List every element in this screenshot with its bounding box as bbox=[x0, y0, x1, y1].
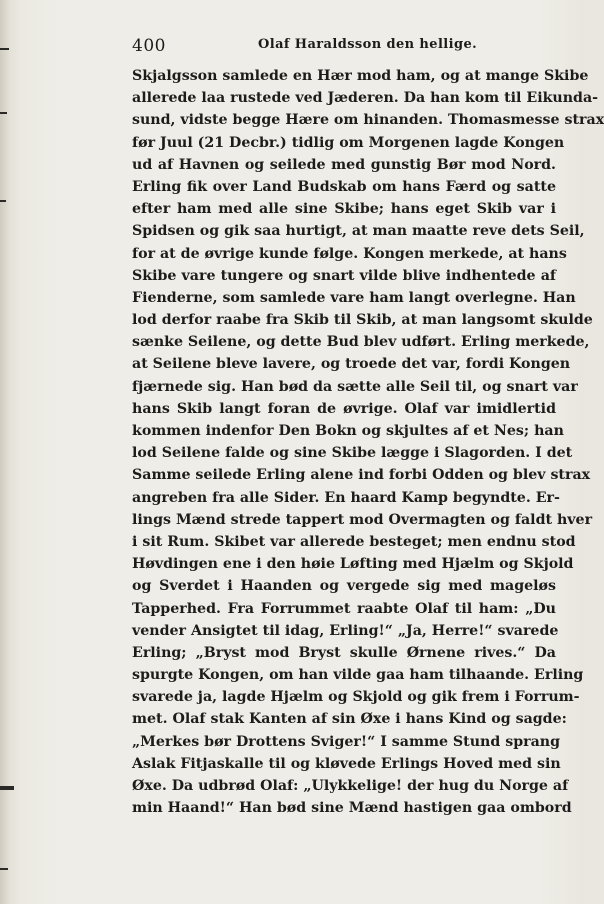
text-line: og Sverdet i Haanden og vergede sig med mageløs bbox=[132, 578, 556, 595]
edge-mark bbox=[0, 786, 14, 790]
text-line: lod Seilene falde og sine Skibe lægge i Slagorden. I det bbox=[132, 445, 573, 462]
text-line: spurgte Kongen, om han vilde gaa ham tilhaande. Erling bbox=[132, 667, 584, 684]
text-line: Fienderne, som samlede vare ham langt overlegne. Han bbox=[132, 289, 576, 306]
text-line: „Merkes bør Drottens Sviger!“ I samme Stund sprang bbox=[132, 733, 561, 750]
text-line: Skibe vare tungere og snart vilde blive indhentede af bbox=[132, 267, 556, 284]
text-line: hans Skib langt foran de øvrige. Olaf var imidlertid bbox=[132, 400, 556, 417]
text-line: Aslak Fitjaskalle til og kløvede Erlings Hoved med sin bbox=[132, 755, 561, 772]
text-line: kommen indenfor Den Bokn og skjultes af et Nes; han bbox=[132, 423, 564, 439]
text-line: Høvdingen ene i den høie Løfting med Hjælm og Skjold bbox=[132, 556, 574, 573]
edge-mark bbox=[0, 112, 7, 114]
edge-mark bbox=[0, 48, 9, 50]
text-line: lod derfor raabe fra Skib til Skib, at man langsomt skulde bbox=[132, 312, 593, 329]
text-line: at Seilene bleve lavere, og troede det var, fordi Kongen bbox=[132, 356, 571, 373]
text-line: før Juul (21 Decbr.) tidlig om Morgenen lagde Kongen bbox=[132, 134, 565, 151]
edge-mark bbox=[0, 200, 6, 202]
text-line: sund, vidste begge Hære om hinanden. Thomasmesse strax bbox=[132, 112, 604, 129]
text-line: fjærnede sig. Han bød da sætte alle Seil til, og snart var bbox=[132, 378, 578, 395]
text-line: efter ham med alle sine Skibe; hans eget Skib var i bbox=[132, 201, 556, 218]
text-line: ud af Havnen og seilede med gunstig Bør mod Nord. bbox=[132, 156, 556, 173]
text-line: Samme seilede Erling alene ind forbi Odden og blev strax bbox=[132, 467, 591, 484]
text-line: for at de øvrige kunde følge. Kongen merkede, at hans bbox=[132, 245, 567, 262]
text-line: Spidsen og gik saa hurtigt, at man maatte reve dets Seil, bbox=[132, 223, 585, 240]
text-line: allerede laa rustede ved Jæderen. Da han kom til Eikunda- bbox=[132, 90, 599, 107]
page-header bbox=[132, 36, 556, 58]
text-line: lings Mænd strede tappert mod Overmagten og faldt hver bbox=[132, 511, 593, 528]
text-line: vender Ansigtet til idag, Erling!“ „Ja, Herre!“ svarede bbox=[132, 622, 559, 639]
body-text bbox=[132, 65, 604, 819]
text-line: Erling fik over Land Budskab om hans Færd og satte bbox=[132, 178, 556, 195]
text-line: min Haand!“ Han bød sine Mænd hastigen gaa ombord bbox=[132, 800, 572, 817]
text-line: met. Olaf stak Kanten af sin Øxe i hans Kind og sagde: bbox=[132, 711, 567, 728]
text-line: i sit Rum. Skibet var allerede besteget; men endnu stod bbox=[132, 533, 576, 550]
page-edge bbox=[0, 0, 10, 904]
edge-mark bbox=[0, 868, 8, 870]
text-line: Skjalgsson samlede en Hær mod ham, og at mange Skibe bbox=[132, 68, 589, 84]
text-line: Erling; „Bryst mod Bryst skulle Ørnene rives.“ Da bbox=[132, 644, 556, 661]
text-line: Øxe. Da udbrød Olaf: „Ulykkelige! der hug du Norge af bbox=[132, 778, 569, 794]
running-head: Olaf Haraldsson den hellige. bbox=[258, 37, 478, 52]
text-line: sænke Seilene, og dette Bud blev udført. Erling merkede, bbox=[132, 334, 590, 351]
text-line: svarede ja, lagde Hjælm og Skjold og gik frem i Forrum- bbox=[132, 689, 580, 706]
text-line: Tapperhed. Fra Forrummet raabte Olaf til ham: „Du bbox=[132, 600, 556, 617]
text-line: angreben fra alle Sider. En haard Kamp begyndte. Er- bbox=[132, 489, 560, 506]
page-number: 400 bbox=[132, 36, 166, 56]
